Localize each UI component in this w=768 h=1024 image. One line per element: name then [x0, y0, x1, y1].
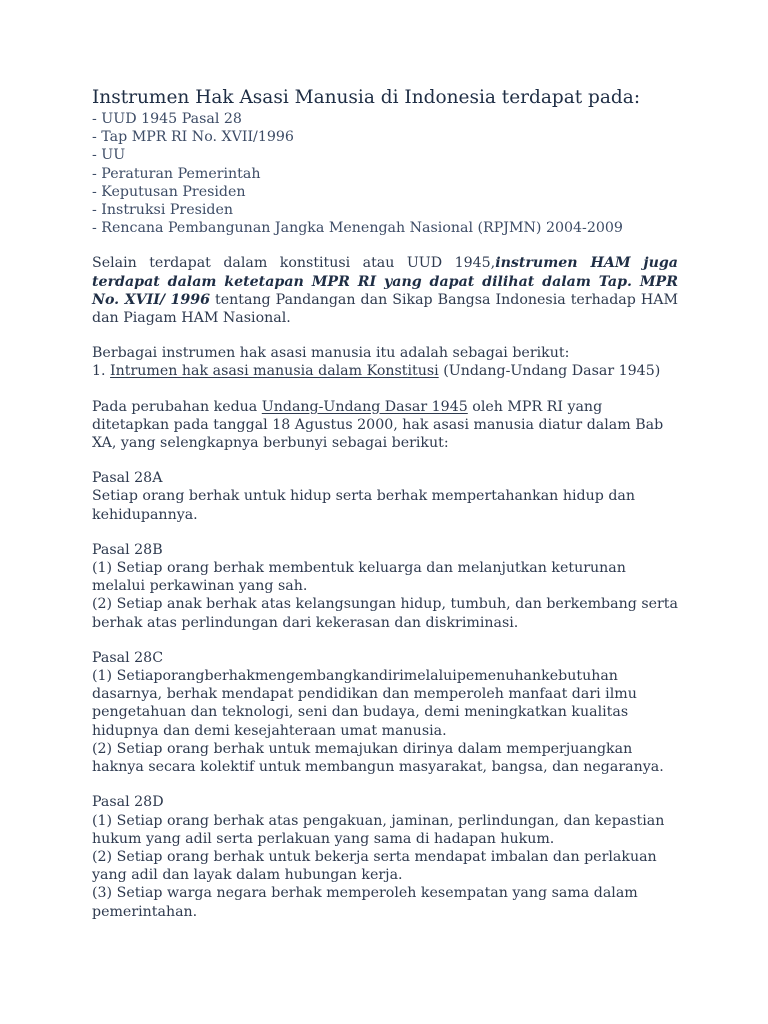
uud-1945-link[interactable]: Undang-Undang Dasar 1945 [261, 398, 468, 415]
list-intro-number: 1. [92, 363, 111, 380]
list-intro-rest: (Undang-Undang Dasar 1945) [438, 363, 661, 380]
konstitusi-link[interactable]: Intrumen hak asasi manusia dalam Konstitusi [110, 363, 439, 380]
spacer [92, 381, 678, 398]
article-item: Setiap orang berhak untuk hidup serta berhak mempertahankan hidup dan kehidupannya. [92, 488, 635, 523]
spacer [92, 632, 678, 649]
list-item: - UU [92, 147, 126, 164]
article-title: Pasal 28D [92, 794, 164, 811]
document-title [92, 86, 678, 110]
article-28b [92, 541, 678, 632]
article-title: Pasal 28A [92, 470, 163, 487]
amendment-before: Pada perubahan kedua [92, 398, 262, 415]
article-item: (3) Setiap warga negara berhak memperoleh kesempatan yang sama dalam pemerintahan. [92, 885, 638, 920]
article-item: (1) Setiap orang berhak atas pengakuan, jaminan, perlindungan, dan kepastian hukum yang adil serta perlakuan yang sama di hadapan hukum. [92, 812, 665, 847]
list-item: - Instruksi Presiden [92, 202, 234, 219]
list-intro-line: Berbagai instrumen hak asasi manusia itu adalah sebagai berikut: [92, 345, 570, 362]
spacer [92, 452, 678, 469]
article-item: (2) Setiap anak berhak atas kelangsungan hidup, tumbuh, dan berkembang serta berhak atas perlindungan dari kekerasan dan diskriminasi. [92, 596, 678, 631]
list-item: - UUD 1945 Pasal 28 [92, 111, 242, 127]
list-item: - Tap MPR RI No. XVII/1996 [92, 129, 294, 146]
title-colon: : [633, 87, 641, 108]
spacer [92, 524, 678, 541]
spacer [92, 237, 678, 254]
list-item: - Keputusan Presiden [92, 183, 246, 200]
title-text: Instrumen Hak Asasi Manusia di Indonesia terdapat pada [92, 87, 634, 108]
document-page [92, 86, 678, 921]
instrument-list [92, 110, 678, 237]
article-item: (2) Setiap orang berhak untuk bekerja serta mendapat imbalan dan perlakuan yang adil dan layak dalam hubungan kerja. [92, 848, 657, 884]
article-item: (2) Setiap orang berhak untuk memajukan dirinya dalam memperjuangkan haknya secara kolektif untuk membangun masyarakat, bangsa, dan negaranya. [92, 740, 664, 776]
article-item: (1) Setiap orang berhak membentuk keluarga dan melanjutkan keturunan melalui perkawinan yang sah. [92, 560, 626, 595]
intro-text-before: Selain terdapat dalam konstitusi atau UUD 1945, [92, 255, 496, 272]
article-item: (1) Setiaporangberhakmengembangkandirimelaluipemenuhankebutuhan dasarnya, berhak mendapat pendidikan dan memperoleh manfaat dari ilmu pengetahuan dan teknologi, seni dan budaya, demi meningkatkan kualitas hidupnya dan demi kesejahteraan umat manusia. [92, 668, 637, 739]
intro-emphasis: instrumen HAM juga terdapat dalam ketetapan MPR RI yang dapat dilihat dalam Tap. MPR No. XVII/ 1996 [92, 255, 678, 308]
list-item: - Peraturan Pemerintah [92, 165, 261, 182]
spacer [92, 327, 678, 344]
spacer [92, 776, 678, 793]
list-intro-item [92, 362, 678, 380]
list-item: - Rencana Pembangunan Jangka Menengah Nasional (RPJMN) 2004-2009 [92, 220, 623, 237]
article-28a [92, 469, 678, 524]
article-title: Pasal 28C [92, 649, 164, 666]
intro-paragraph [92, 254, 678, 327]
amendment-paragraph [92, 398, 678, 453]
article-28d [92, 793, 678, 920]
article-28c [92, 649, 678, 776]
article-title: Pasal 28B [92, 541, 163, 558]
intro-text-after: tentang Pandangan dan Sikap Bangsa Indonesia terhadap HAM dan Piagam HAM Nasional. [92, 291, 678, 327]
amendment-after: oleh MPR RI yang ditetapkan pada tanggal 18 Agustus 2000, hak asasi manusia diatur dalam Bab XA, yang selengkapnya berbunyi sebagai berikut: [92, 398, 664, 452]
